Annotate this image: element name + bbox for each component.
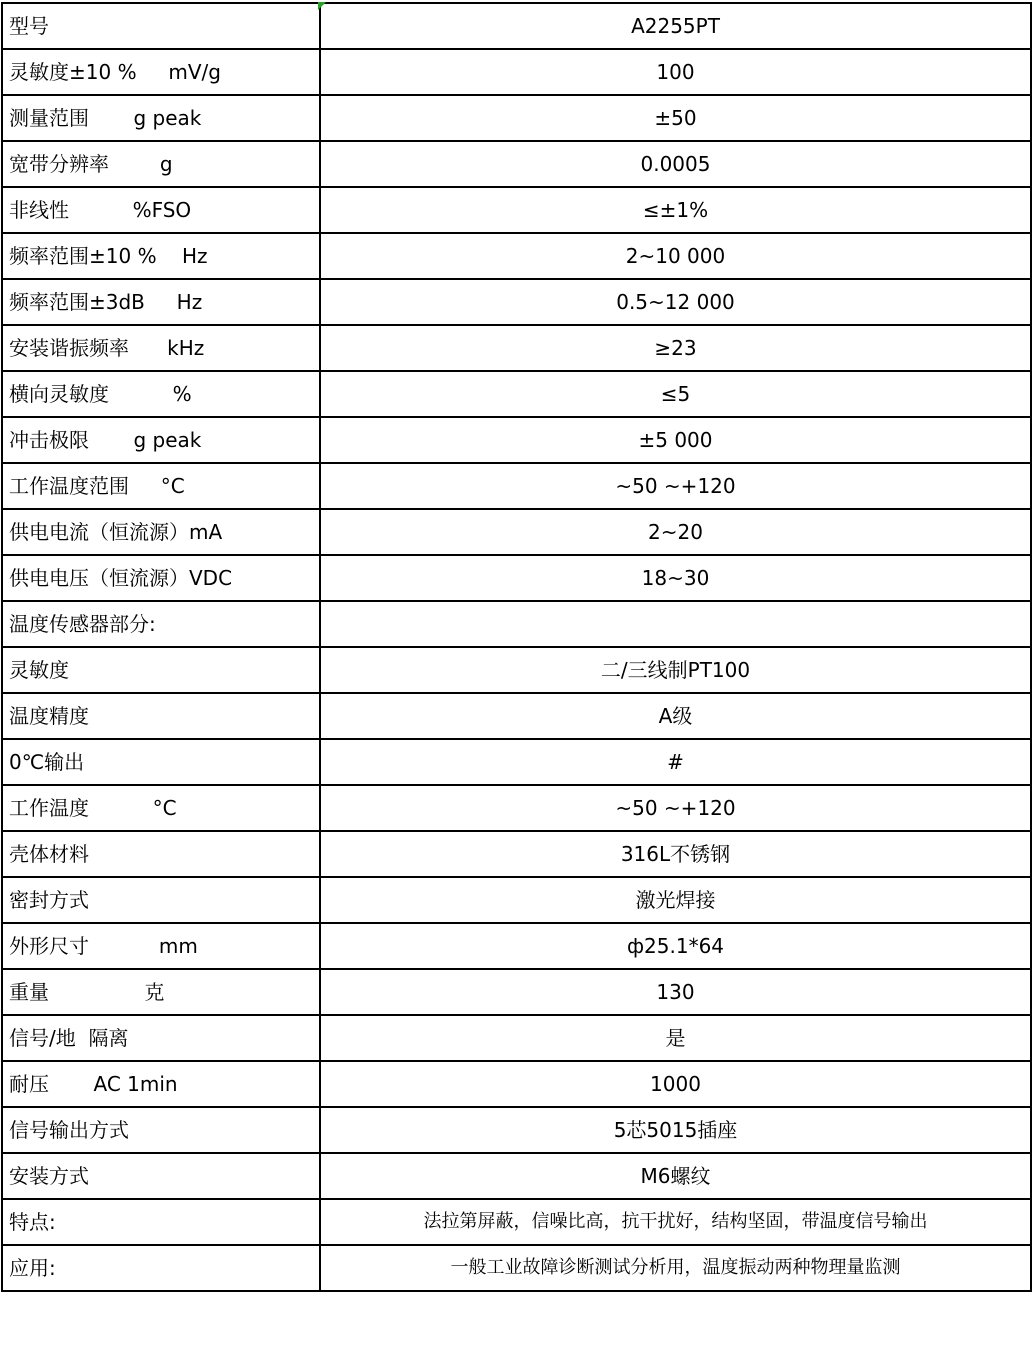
spec-value: 二/三线制PT100	[320, 647, 1031, 693]
spec-label: 壳体材料	[2, 831, 320, 877]
spec-value: 100	[320, 49, 1031, 95]
table-row	[2, 601, 1031, 647]
table-row	[2, 3, 1031, 49]
spec-label: 外形尺寸 mm	[2, 923, 320, 969]
spec-value: M6螺纹	[320, 1153, 1031, 1199]
spec-label: 重量 克	[2, 969, 320, 1015]
table-row	[2, 463, 1031, 509]
spec-label: 信号输出方式	[2, 1107, 320, 1153]
table-row	[2, 95, 1031, 141]
table-row	[2, 187, 1031, 233]
spec-value: 法拉第屏蔽，信噪比高，抗干扰好，结构坚固，带温度信号输出	[320, 1199, 1031, 1245]
spec-value: #	[320, 739, 1031, 785]
table-row	[2, 877, 1031, 923]
spec-label: 特点:	[2, 1199, 320, 1245]
table-row	[2, 785, 1031, 831]
table-row	[2, 1199, 1031, 1245]
table-row	[2, 1153, 1031, 1199]
spec-label: 应用:	[2, 1245, 320, 1291]
cell-corner-marker	[318, 2, 326, 10]
spec-table	[1, 2, 1032, 1292]
spec-label: 供电电压（恒流源）VDC	[2, 555, 320, 601]
spec-value: 1000	[320, 1061, 1031, 1107]
spec-label: 灵敏度±10 % mV/g	[2, 49, 320, 95]
spec-table-body	[2, 3, 1031, 1291]
spec-value: 316L不锈钢	[320, 831, 1031, 877]
spec-value: A2255PT	[320, 3, 1031, 49]
table-row	[2, 49, 1031, 95]
table-row	[2, 233, 1031, 279]
spec-label: 温度精度	[2, 693, 320, 739]
table-row	[2, 141, 1031, 187]
spec-label: 型号	[2, 3, 320, 49]
table-row	[2, 509, 1031, 555]
table-row	[2, 1245, 1031, 1291]
spec-value	[320, 601, 1031, 647]
table-row	[2, 647, 1031, 693]
spec-value: 0.5~12 000	[320, 279, 1031, 325]
spec-value: ~50 ~+120	[320, 785, 1031, 831]
table-row	[2, 693, 1031, 739]
spec-label: 测量范围 g peak	[2, 95, 320, 141]
table-row	[2, 739, 1031, 785]
spec-label: 信号/地 隔离	[2, 1015, 320, 1061]
spec-value: 130	[320, 969, 1031, 1015]
spec-label: 温度传感器部分:	[2, 601, 320, 647]
spec-label: 密封方式	[2, 877, 320, 923]
table-row	[2, 555, 1031, 601]
spec-value: 0.0005	[320, 141, 1031, 187]
spec-value: 2~10 000	[320, 233, 1031, 279]
spec-value: 2~20	[320, 509, 1031, 555]
table-row	[2, 1015, 1031, 1061]
spec-label: 频率范围±3dB Hz	[2, 279, 320, 325]
table-row	[2, 279, 1031, 325]
spec-label: 频率范围±10 % Hz	[2, 233, 320, 279]
spec-label: 耐压 AC 1min	[2, 1061, 320, 1107]
spec-value: 一般工业故障诊断测试分析用，温度振动两种物理量监测	[320, 1245, 1031, 1291]
spec-label: 非线性 %FSO	[2, 187, 320, 233]
spec-label: 安装方式	[2, 1153, 320, 1199]
table-row	[2, 969, 1031, 1015]
spec-label: 灵敏度	[2, 647, 320, 693]
table-row	[2, 1107, 1031, 1153]
spec-value: A级	[320, 693, 1031, 739]
spec-value: ≤5	[320, 371, 1031, 417]
table-row	[2, 371, 1031, 417]
spec-value: 18~30	[320, 555, 1031, 601]
spec-value: 是	[320, 1015, 1031, 1061]
spec-value: ±5 000	[320, 417, 1031, 463]
spec-value: ~50 ~+120	[320, 463, 1031, 509]
table-row	[2, 325, 1031, 371]
spec-label: 0℃输出	[2, 739, 320, 785]
spec-value: ±50	[320, 95, 1031, 141]
spec-label: 工作温度范围 °C	[2, 463, 320, 509]
table-row	[2, 417, 1031, 463]
spec-label: 安装谐振频率 kHz	[2, 325, 320, 371]
spec-label: 宽带分辨率 g	[2, 141, 320, 187]
spec-value: ≥23	[320, 325, 1031, 371]
spec-label: 横向灵敏度 %	[2, 371, 320, 417]
table-row	[2, 831, 1031, 877]
spec-value: ≤±1%	[320, 187, 1031, 233]
spec-label: 供电电流（恒流源）mA	[2, 509, 320, 555]
spec-label: 工作温度 °C	[2, 785, 320, 831]
table-row	[2, 1061, 1031, 1107]
spec-value: 激光焊接	[320, 877, 1031, 923]
spec-value: ф25.1*64	[320, 923, 1031, 969]
table-row	[2, 923, 1031, 969]
spec-label: 冲击极限 g peak	[2, 417, 320, 463]
spec-value: 5芯5015插座	[320, 1107, 1031, 1153]
